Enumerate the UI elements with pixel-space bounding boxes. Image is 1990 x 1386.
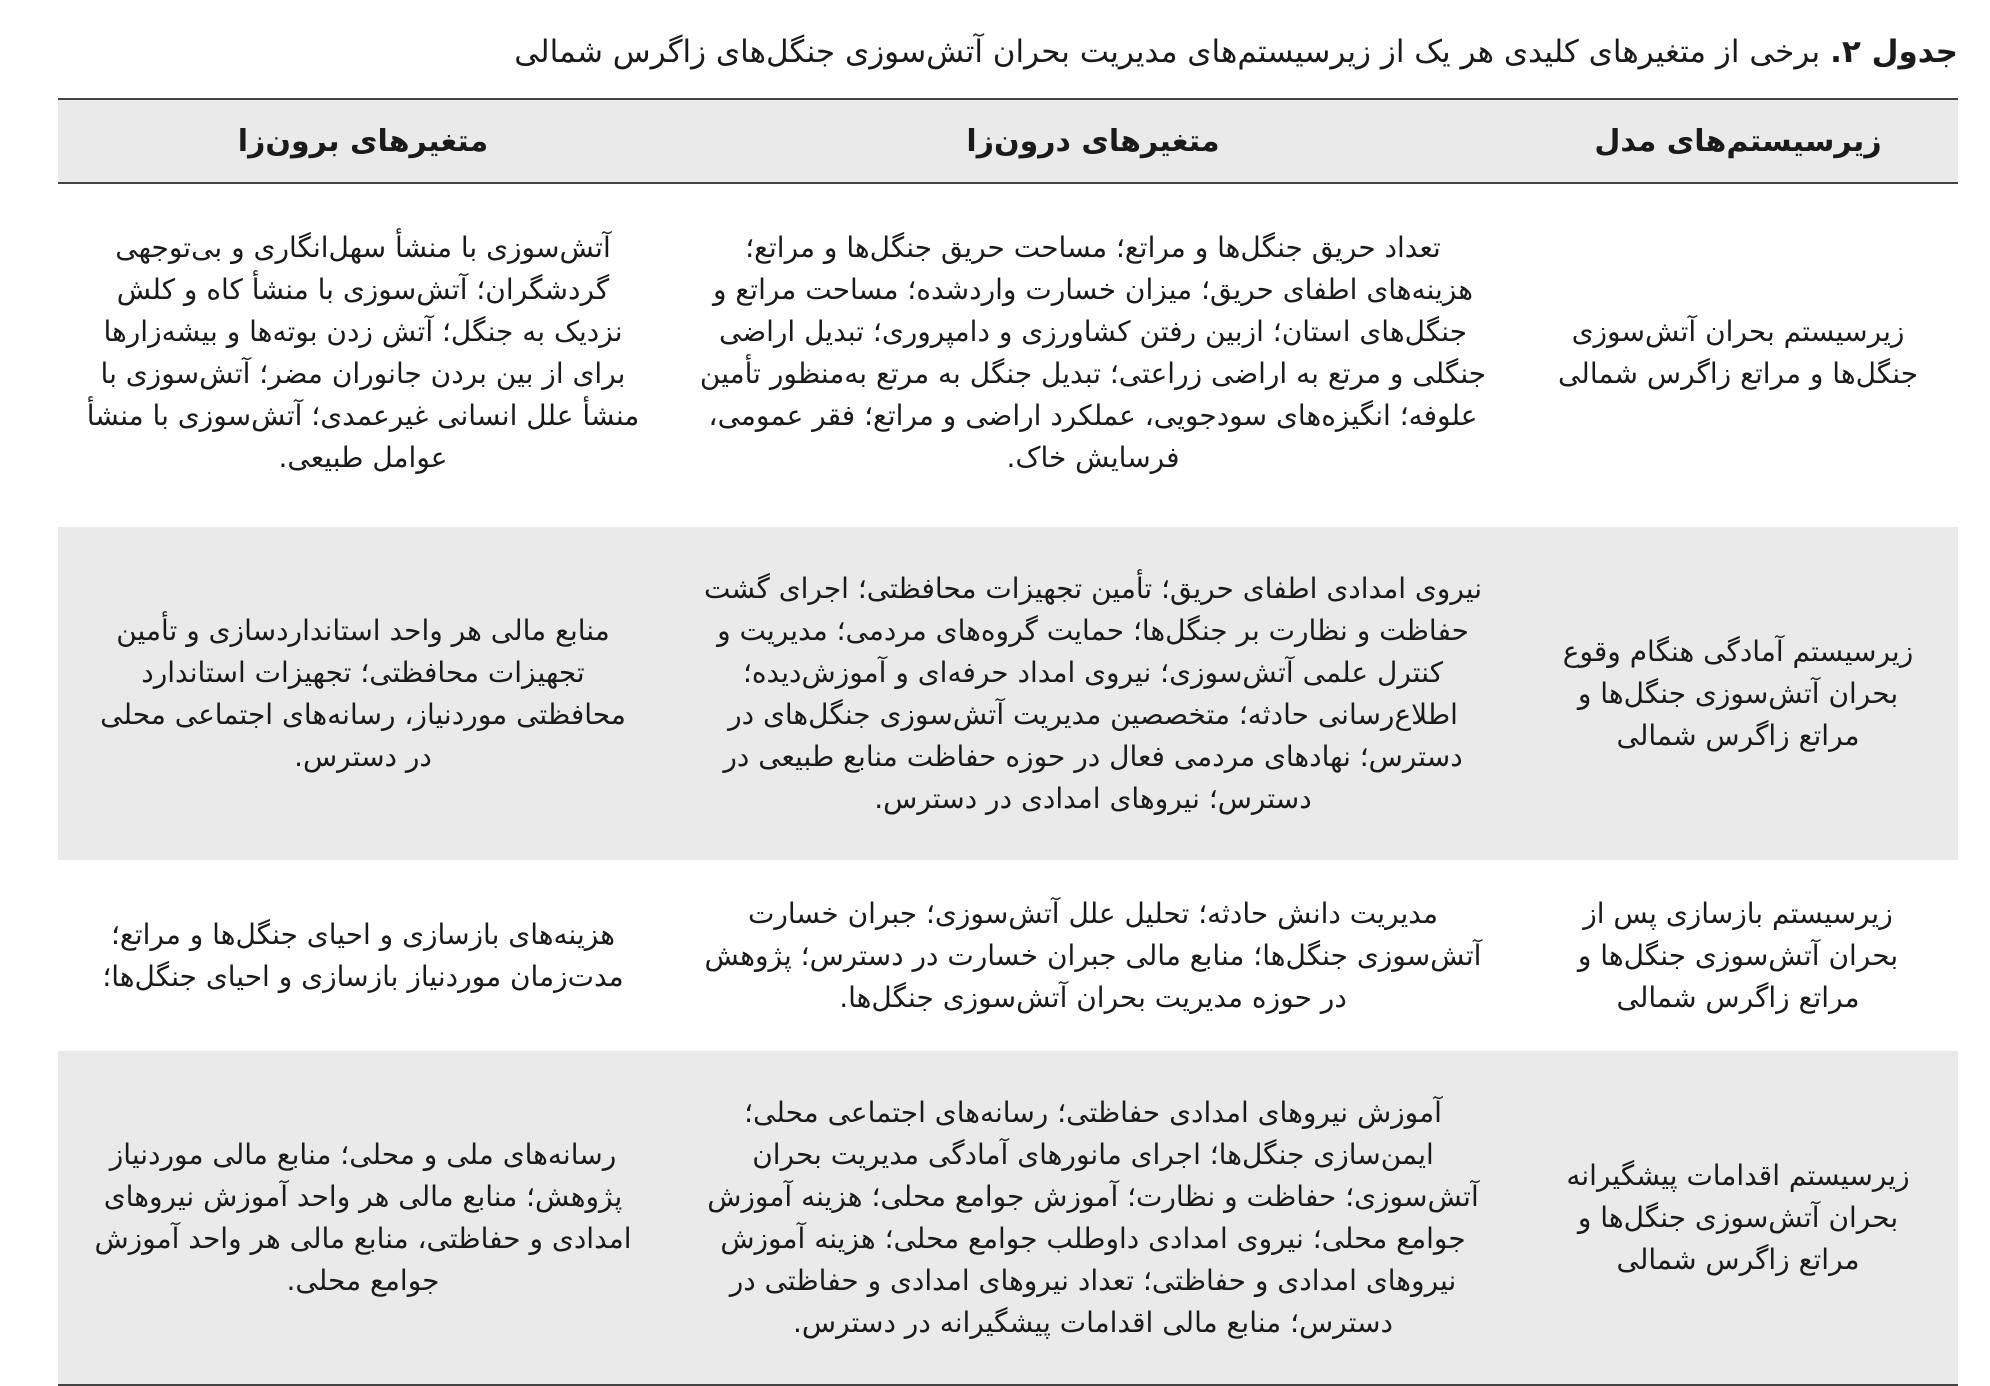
cell-exogenous: آتش‌سوزی با منشأ سهل‌انگاری و بی‌توجهی گردشگران؛ آتش‌سوزی با منشأ کاه و کلش نزدیک به جنگل؛ آتش زدن بوته‌ها و بیشه‌زارها برای از بین بردن جانوران مضر؛ آتش‌سوزی با منشأ علل انسانی غیرعمدی؛ آتش‌سوزی با منشأ عوامل طبیعی. xyxy=(58,183,668,525)
cell-exogenous: منابع مالی هر واحد استانداردسازی و تأمین تجهیزات محافظتی؛ تجهیزات استاندارد محافظتی موردنیاز، رسانه‌های اجتماعی محلی در دسترس. xyxy=(58,525,668,863)
cell-endogenous: نیروی امدادی اطفای حریق؛ تأمین تجهیزات محافظتی؛ اجرای گشت حفاظت و نظارت بر جنگل‌ها؛ حمایت گروه‌های مردمی؛ مدیریت و کنترل علمی آتش‌سوزی؛ نیروی امداد حرفه‌ای و آموزش‌دیده؛ اطلاع‌رسانی حادثه؛ متخصصین مدیریت آتش‌سوزی جنگل‌های در دسترس؛ نهادهای مردمی فعال در حوزه حفاظت منابع طبیعی در دسترس؛ نیروهای امدادی در دسترس. xyxy=(668,525,1518,863)
cell-endogenous: آموزش نیروهای امدادی حفاظتی؛ رسانه‌های اجتماعی محلی؛ ایمن‌سازی جنگل‌ها؛ اجرای مانورهای آمادگی مدیریت بحران آتش‌سوزی؛ حفاظت و نظارت؛ آموزش جوامع محلی؛ هزینه آموزش جوامع محلی؛ نیروی امدادی داوطلب جوامع محلی؛ هزینه آموزش نیروهای امدادی و حفاظتی؛ تعداد نیروهای امدادی و حفاظتی در دسترس؛ منابع مالی اقدامات پیشگیرانه در دسترس. xyxy=(668,1049,1518,1385)
cell-subsystem: زیرسیستم اقدامات پیشگیرانه بحران آتش‌سوزی جنگل‌ها و مراتع زاگرس شمالی xyxy=(1518,1049,1958,1385)
variables-table-grid xyxy=(58,100,1958,1384)
table-row xyxy=(58,863,1958,1049)
cell-exogenous: رسانه‌های ملی و محلی؛ منابع مالی موردنیاز پژوهش؛ منابع مالی هر واحد آموزش نیروهای امدادی و حفاظتی، منابع مالی هر واحد آموزش جوامع محلی. xyxy=(58,1049,668,1385)
table-row xyxy=(58,183,1958,525)
table-row xyxy=(58,525,1958,863)
header-exogenous: متغیرهای برون‌زا xyxy=(58,100,668,183)
table-header-row xyxy=(58,100,1958,183)
cell-endogenous: تعداد حریق جنگل‌ها و مراتع؛ مساحت حریق جنگل‌ها و مراتع؛ هزینه‌های اطفای حریق؛ میزان خسارت واردشده؛ مساحت مراتع و جنگل‌های استان؛ ازبین رفتن کشاورزی و دامپروری؛ تبدیل اراضی جنگلی و مرتع به اراضی زراعتی؛ تبدیل جنگل به مرتع به‌منظور تأمین علوفه؛ انگیزه‌های سودجویی، عملکرد اراضی و مراتع؛ فقر عمومی، فرسایش خاک. xyxy=(668,183,1518,525)
table-caption xyxy=(40,30,1958,74)
header-endogenous: متغیرهای درون‌زا xyxy=(668,100,1518,183)
cell-subsystem: زیرسیستم آمادگی هنگام وقوع بحران آتش‌سوزی جنگل‌ها و مراتع زاگرس شمالی xyxy=(1518,525,1958,863)
cell-subsystem: زیرسیستم بازسازی پس از بحران آتش‌سوزی جنگل‌ها و مراتع زاگرس شمالی xyxy=(1518,863,1958,1049)
caption-text: برخی از متغیرهای کلیدی هر یک از زیرسیستم‌های مدیریت بحران آتش‌سوزی جنگل‌های زاگرس شمالی xyxy=(514,34,1821,70)
table-row xyxy=(58,1049,1958,1385)
cell-subsystem: زیرسیستم بحران آتش‌سوزی جنگل‌ها و مراتع زاگرس شمالی xyxy=(1518,183,1958,525)
header-subsystems: زیرسیستم‌های مدل xyxy=(1518,100,1958,183)
cell-exogenous: هزینه‌های بازسازی و احیای جنگل‌ها و مراتع؛ مدت‌زمان موردنیاز بازسازی و احیای جنگل‌ها؛ xyxy=(58,863,668,1049)
variables-table xyxy=(58,98,1958,1386)
caption-label: جدول ۲. xyxy=(1830,34,1958,70)
cell-endogenous: مدیریت دانش حادثه؛ تحلیل علل آتش‌سوزی؛ جبران خسارت آتش‌سوزی جنگل‌ها؛ منابع مالی جبران خسارت در دسترس؛ پژوهش در حوزه مدیریت بحران آتش‌سوزی جنگل‌ها. xyxy=(668,863,1518,1049)
